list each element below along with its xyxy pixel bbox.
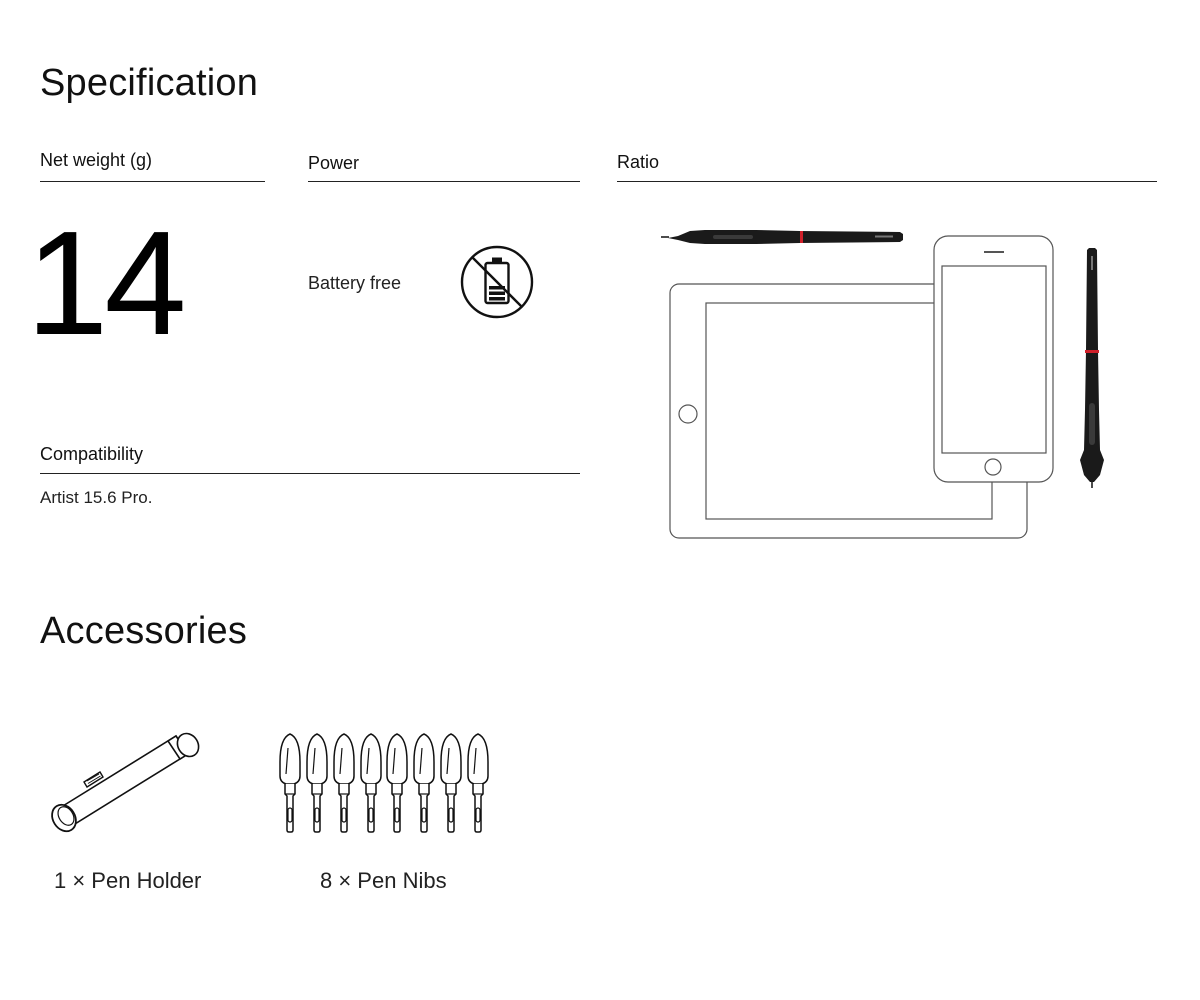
power-value: Battery free bbox=[308, 273, 402, 293]
compatibility-label: Compatibility bbox=[40, 444, 144, 464]
net-weight-divider bbox=[40, 181, 265, 182]
stylus-vertical bbox=[1080, 248, 1104, 488]
ratio-label: Ratio bbox=[617, 152, 660, 172]
accessories-title: Accessories bbox=[40, 610, 248, 652]
pen-nibs-caption: 8 × Pen Nibs bbox=[320, 868, 447, 893]
power-label: Power bbox=[308, 153, 360, 173]
pen-nibs-icon bbox=[276, 732, 496, 838]
specification-title: Specification bbox=[40, 62, 259, 104]
pen-holder-icon bbox=[48, 724, 208, 839]
ratio-divider bbox=[617, 181, 1157, 182]
compatibility-divider bbox=[40, 473, 580, 474]
compatibility-value: Artist 15.6 Pro. bbox=[40, 488, 153, 507]
power-divider bbox=[308, 181, 580, 182]
ratio-illustration bbox=[660, 220, 1120, 550]
stylus-horizontal bbox=[661, 230, 903, 244]
no-battery-icon bbox=[459, 244, 535, 320]
net-weight-label: Net weight (g) bbox=[40, 150, 153, 170]
pen-holder-caption: 1 × Pen Holder bbox=[54, 868, 202, 893]
phone-drawing bbox=[934, 236, 1053, 482]
net-weight-value: 14 bbox=[26, 201, 183, 366]
